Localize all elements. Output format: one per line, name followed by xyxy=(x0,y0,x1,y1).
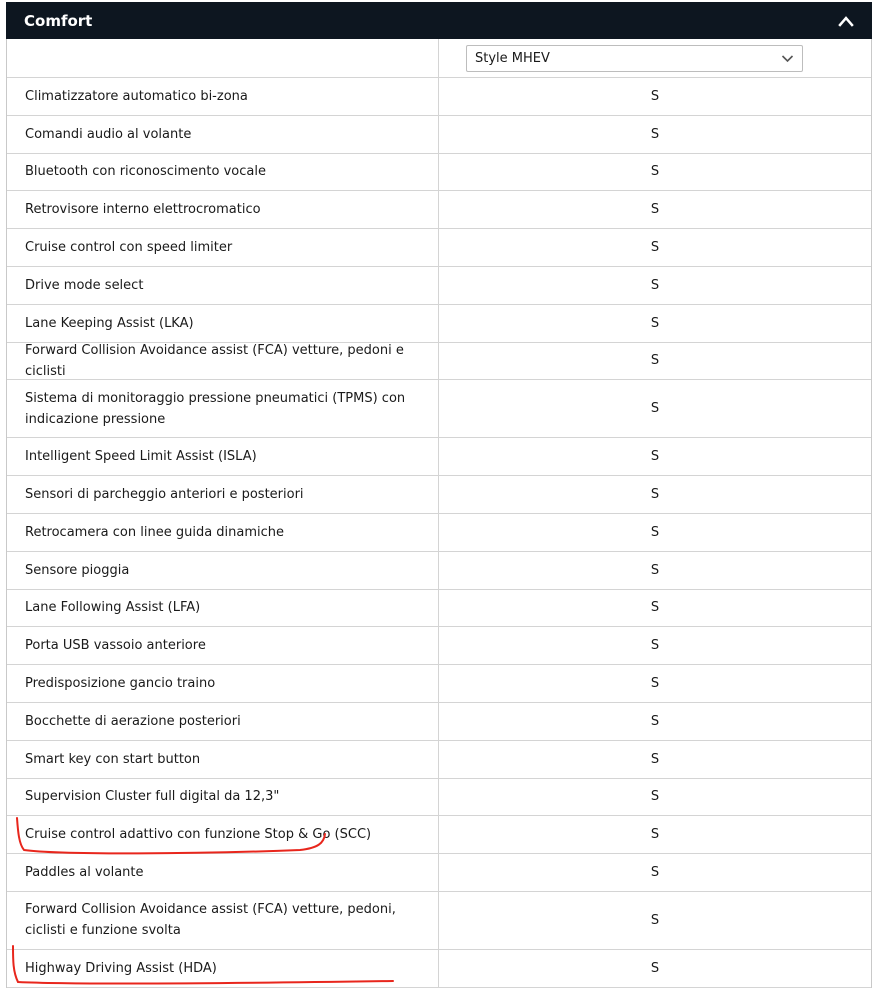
section-header[interactable] xyxy=(6,2,872,39)
table-row xyxy=(7,854,871,892)
table-row xyxy=(7,703,871,741)
feature-name: Comandi audio al volante xyxy=(7,116,439,153)
feature-value: S xyxy=(650,487,660,503)
table-row xyxy=(7,627,871,665)
feature-value: S xyxy=(650,88,660,104)
table-row xyxy=(7,267,871,305)
feature-value: S xyxy=(650,202,660,218)
feature-value: S xyxy=(650,751,660,767)
version-select-value: Style MHEV xyxy=(475,50,550,66)
feature-value: S xyxy=(650,126,660,142)
feature-name: Paddles al volante xyxy=(7,854,439,891)
selector-row xyxy=(7,39,871,78)
feature-value: S xyxy=(650,600,660,616)
feature-name: Cruise control con speed limiter xyxy=(7,229,439,266)
version-select[interactable] xyxy=(466,45,803,72)
feature-value: S xyxy=(650,562,660,578)
empty-header-cell xyxy=(7,39,439,77)
feature-value: S xyxy=(650,315,660,331)
table-row xyxy=(7,779,871,817)
chevron-down-icon xyxy=(781,54,794,63)
feature-name: Intelligent Speed Limit Assist (ISLA) xyxy=(7,438,439,475)
table-row xyxy=(7,116,871,154)
feature-value: S xyxy=(650,638,660,654)
feature-value: S xyxy=(650,240,660,256)
feature-name: Highway Driving Assist (HDA) xyxy=(7,950,439,987)
feature-value: S xyxy=(650,713,660,729)
features-table xyxy=(6,39,872,988)
selector-cell xyxy=(439,39,871,77)
table-row xyxy=(7,476,871,514)
feature-name: Retrocamera con linee guida dinamiche xyxy=(7,514,439,551)
feature-value: S xyxy=(650,789,660,805)
feature-name: Bluetooth con riconoscimento vocale xyxy=(7,154,439,191)
feature-name: Lane Following Assist (LFA) xyxy=(7,590,439,627)
feature-value: S xyxy=(650,865,660,881)
section-title: Comfort xyxy=(24,11,93,30)
feature-name: Sensori di parcheggio anteriori e posteriori xyxy=(7,476,439,513)
feature-name: Bocchette di aerazione posteriori xyxy=(7,703,439,740)
feature-name: Predisposizione gancio traino xyxy=(7,665,439,702)
table-row xyxy=(7,892,871,950)
feature-name: Retrovisore interno elettrocromatico xyxy=(7,191,439,228)
table-row xyxy=(7,305,871,343)
table-row xyxy=(7,229,871,267)
table-row xyxy=(7,380,871,438)
table-row xyxy=(7,191,871,229)
feature-value: S xyxy=(650,524,660,540)
table-row xyxy=(7,816,871,854)
feature-name: Supervision Cluster full digital da 12,3" xyxy=(7,779,439,816)
feature-name: Porta USB vassoio anteriore xyxy=(7,627,439,664)
chevron-up-icon[interactable] xyxy=(838,15,854,27)
comfort-panel xyxy=(6,2,872,988)
table-row xyxy=(7,741,871,779)
feature-name: Smart key con start button xyxy=(7,741,439,778)
table-row xyxy=(7,514,871,552)
table-row xyxy=(7,665,871,703)
feature-name: Lane Keeping Assist (LKA) xyxy=(7,305,439,342)
feature-name: Climatizzatore automatico bi-zona xyxy=(7,78,439,115)
feature-value: S xyxy=(650,401,660,417)
table-row xyxy=(7,154,871,192)
feature-value: S xyxy=(650,164,660,180)
feature-value: S xyxy=(650,277,660,293)
feature-value: S xyxy=(650,960,660,976)
feature-name: Cruise control adattivo con funzione Stop & Go (SCC) xyxy=(7,816,439,853)
feature-value: S xyxy=(650,449,660,465)
table-row xyxy=(7,78,871,116)
feature-name: Sistema di monitoraggio pressione pneumatici (TPMS) con indicazione pressione xyxy=(7,380,439,437)
feature-name: Forward Collision Avoidance assist (FCA) vetture, pedoni, ciclisti e funzione svolta xyxy=(7,892,439,949)
feature-name: Sensore pioggia xyxy=(7,552,439,589)
table-row xyxy=(7,552,871,590)
table-row xyxy=(7,438,871,476)
feature-value: S xyxy=(650,912,660,928)
table-row xyxy=(7,590,871,628)
table-row xyxy=(7,343,871,381)
feature-name: Drive mode select xyxy=(7,267,439,304)
feature-value: S xyxy=(650,827,660,843)
feature-value: S xyxy=(650,353,660,369)
feature-value: S xyxy=(650,676,660,692)
table-row xyxy=(7,950,871,988)
feature-name: Forward Collision Avoidance assist (FCA) vetture, pedoni e ciclisti xyxy=(7,343,439,380)
